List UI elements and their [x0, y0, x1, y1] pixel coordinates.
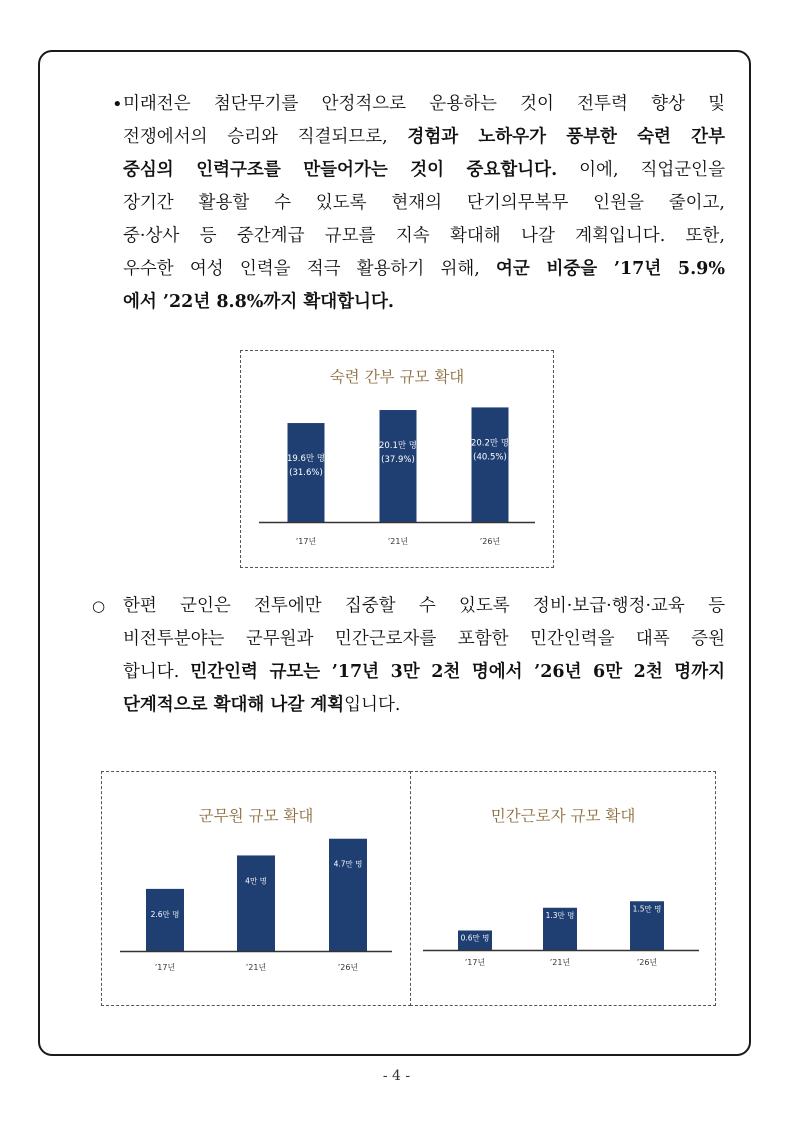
para2-emphasis-1: 민간인력 규모는 ’17년 3만 2천 명에서 ’26년 6만 2천 명까지	[190, 662, 725, 682]
bar-value-label: 4.7만 명	[333, 859, 363, 869]
para1-line7: 에서 ’22년 8.8%까지 확대합니다.	[123, 292, 394, 312]
para2-line1: 한편 군인은 전투에만 집중할 수 있도록 정비·보급·행정·교육 등	[123, 596, 725, 616]
paragraph-civilian-workforce	[123, 590, 725, 722]
bar-value-label: 2.6만 명	[150, 909, 180, 919]
bar-percent-label: (40.5%)	[473, 452, 507, 463]
bar-percent-label: (31.6%)	[289, 468, 323, 479]
category-tick-label: ’17년	[154, 963, 176, 972]
para1-line3: 중심의 인력구조를 만들어가는 것이 중요합니다. 이에, 직업군인을	[123, 160, 725, 180]
bar-2	[472, 407, 509, 522]
category-tick-label: ’26년	[337, 963, 359, 972]
bar-0	[146, 889, 184, 951]
bar-value-label: 0.6만 명	[460, 933, 490, 943]
para2-line3: 합니다. 민간인력 규모는 ’17년 3만 2천 명에서 ’26년 6만 2천 명까지	[123, 662, 725, 682]
bar-percent-label: (37.9%)	[381, 455, 415, 466]
bar-1	[380, 410, 417, 522]
chart-civilian-workers	[410, 771, 716, 1006]
para1-emphasis-3: 여군 비중을 ’17년 5.9%	[495, 259, 725, 279]
category-tick-label: ’21년	[245, 963, 267, 972]
category-tick-label: ’21년	[387, 537, 409, 546]
bar-value-label: 1.3만 명	[545, 910, 575, 920]
category-tick-label: ’21년	[549, 958, 571, 967]
chart-svg	[411, 772, 715, 1005]
para1-emphasis-1: 경험과 노하우가 풍부한 숙련 간부	[407, 127, 725, 147]
para1-line6: 우수한 여성 인력을 적극 활용하기 위해, 여군 비중을 ’17년 5.9%	[123, 259, 725, 279]
para1-line2: 전쟁에서의 승리와 직결되므로, 경험과 노하우가 풍부한 숙련 간부	[123, 127, 725, 147]
bar-value-label: 20.1만 명	[378, 441, 418, 452]
bar-value-label: 4만 명	[245, 876, 267, 886]
chart-title: 군무원 규모 확대	[198, 807, 314, 825]
chart-title: 민간근로자 규모 확대	[490, 807, 636, 825]
chart-title: 숙련 간부 규모 확대	[329, 368, 465, 386]
category-tick-label: ’17년	[295, 537, 317, 546]
para1-line4: 장기간 활용할 수 있도록 현재의 단기의무복무 인원을 줄이고,	[123, 193, 725, 213]
category-tick-label: ’26년	[479, 537, 501, 546]
para1-line5: 중·상사 등 중간계급 규모를 지속 확대해 나갈 계획입니다. 또한,	[123, 226, 725, 246]
chart-svg	[241, 351, 553, 567]
bar-value-label: 19.6만 명	[286, 454, 326, 465]
para1-emphasis-2: 중심의 인력구조를 만들어가는 것이 중요합니다.	[123, 160, 558, 180]
bullet-dot: •	[112, 94, 123, 115]
bullet-circle: ○	[92, 597, 106, 615]
para1-line1: 미래전은 첨단무기를 안정적으로 운용하는 것이 전투력 향상 및	[123, 94, 725, 114]
page-number: - 4 -	[382, 1068, 411, 1084]
bar-1	[237, 855, 275, 951]
chart-civil-servants	[101, 771, 411, 1006]
para2-line2: 비전투분야는 군무원과 민간근로자를 포함한 민간인력을 대폭 증원	[123, 629, 725, 649]
category-tick-label: ’26년	[636, 958, 658, 967]
paragraph-future-warfare	[123, 88, 725, 319]
para2-line4: 단계적으로 확대해 나갈 계획입니다.	[123, 695, 401, 715]
chart-skilled-officers	[240, 350, 554, 568]
bar-value-label: 20.2만 명	[470, 438, 510, 449]
bar-2	[329, 839, 367, 951]
category-tick-label: ’17년	[464, 958, 486, 967]
para2-emphasis-2: 단계적으로 확대해 나갈 계획	[123, 695, 345, 715]
bar-value-label: 1.5만 명	[632, 904, 662, 914]
chart-svg	[102, 772, 410, 1005]
